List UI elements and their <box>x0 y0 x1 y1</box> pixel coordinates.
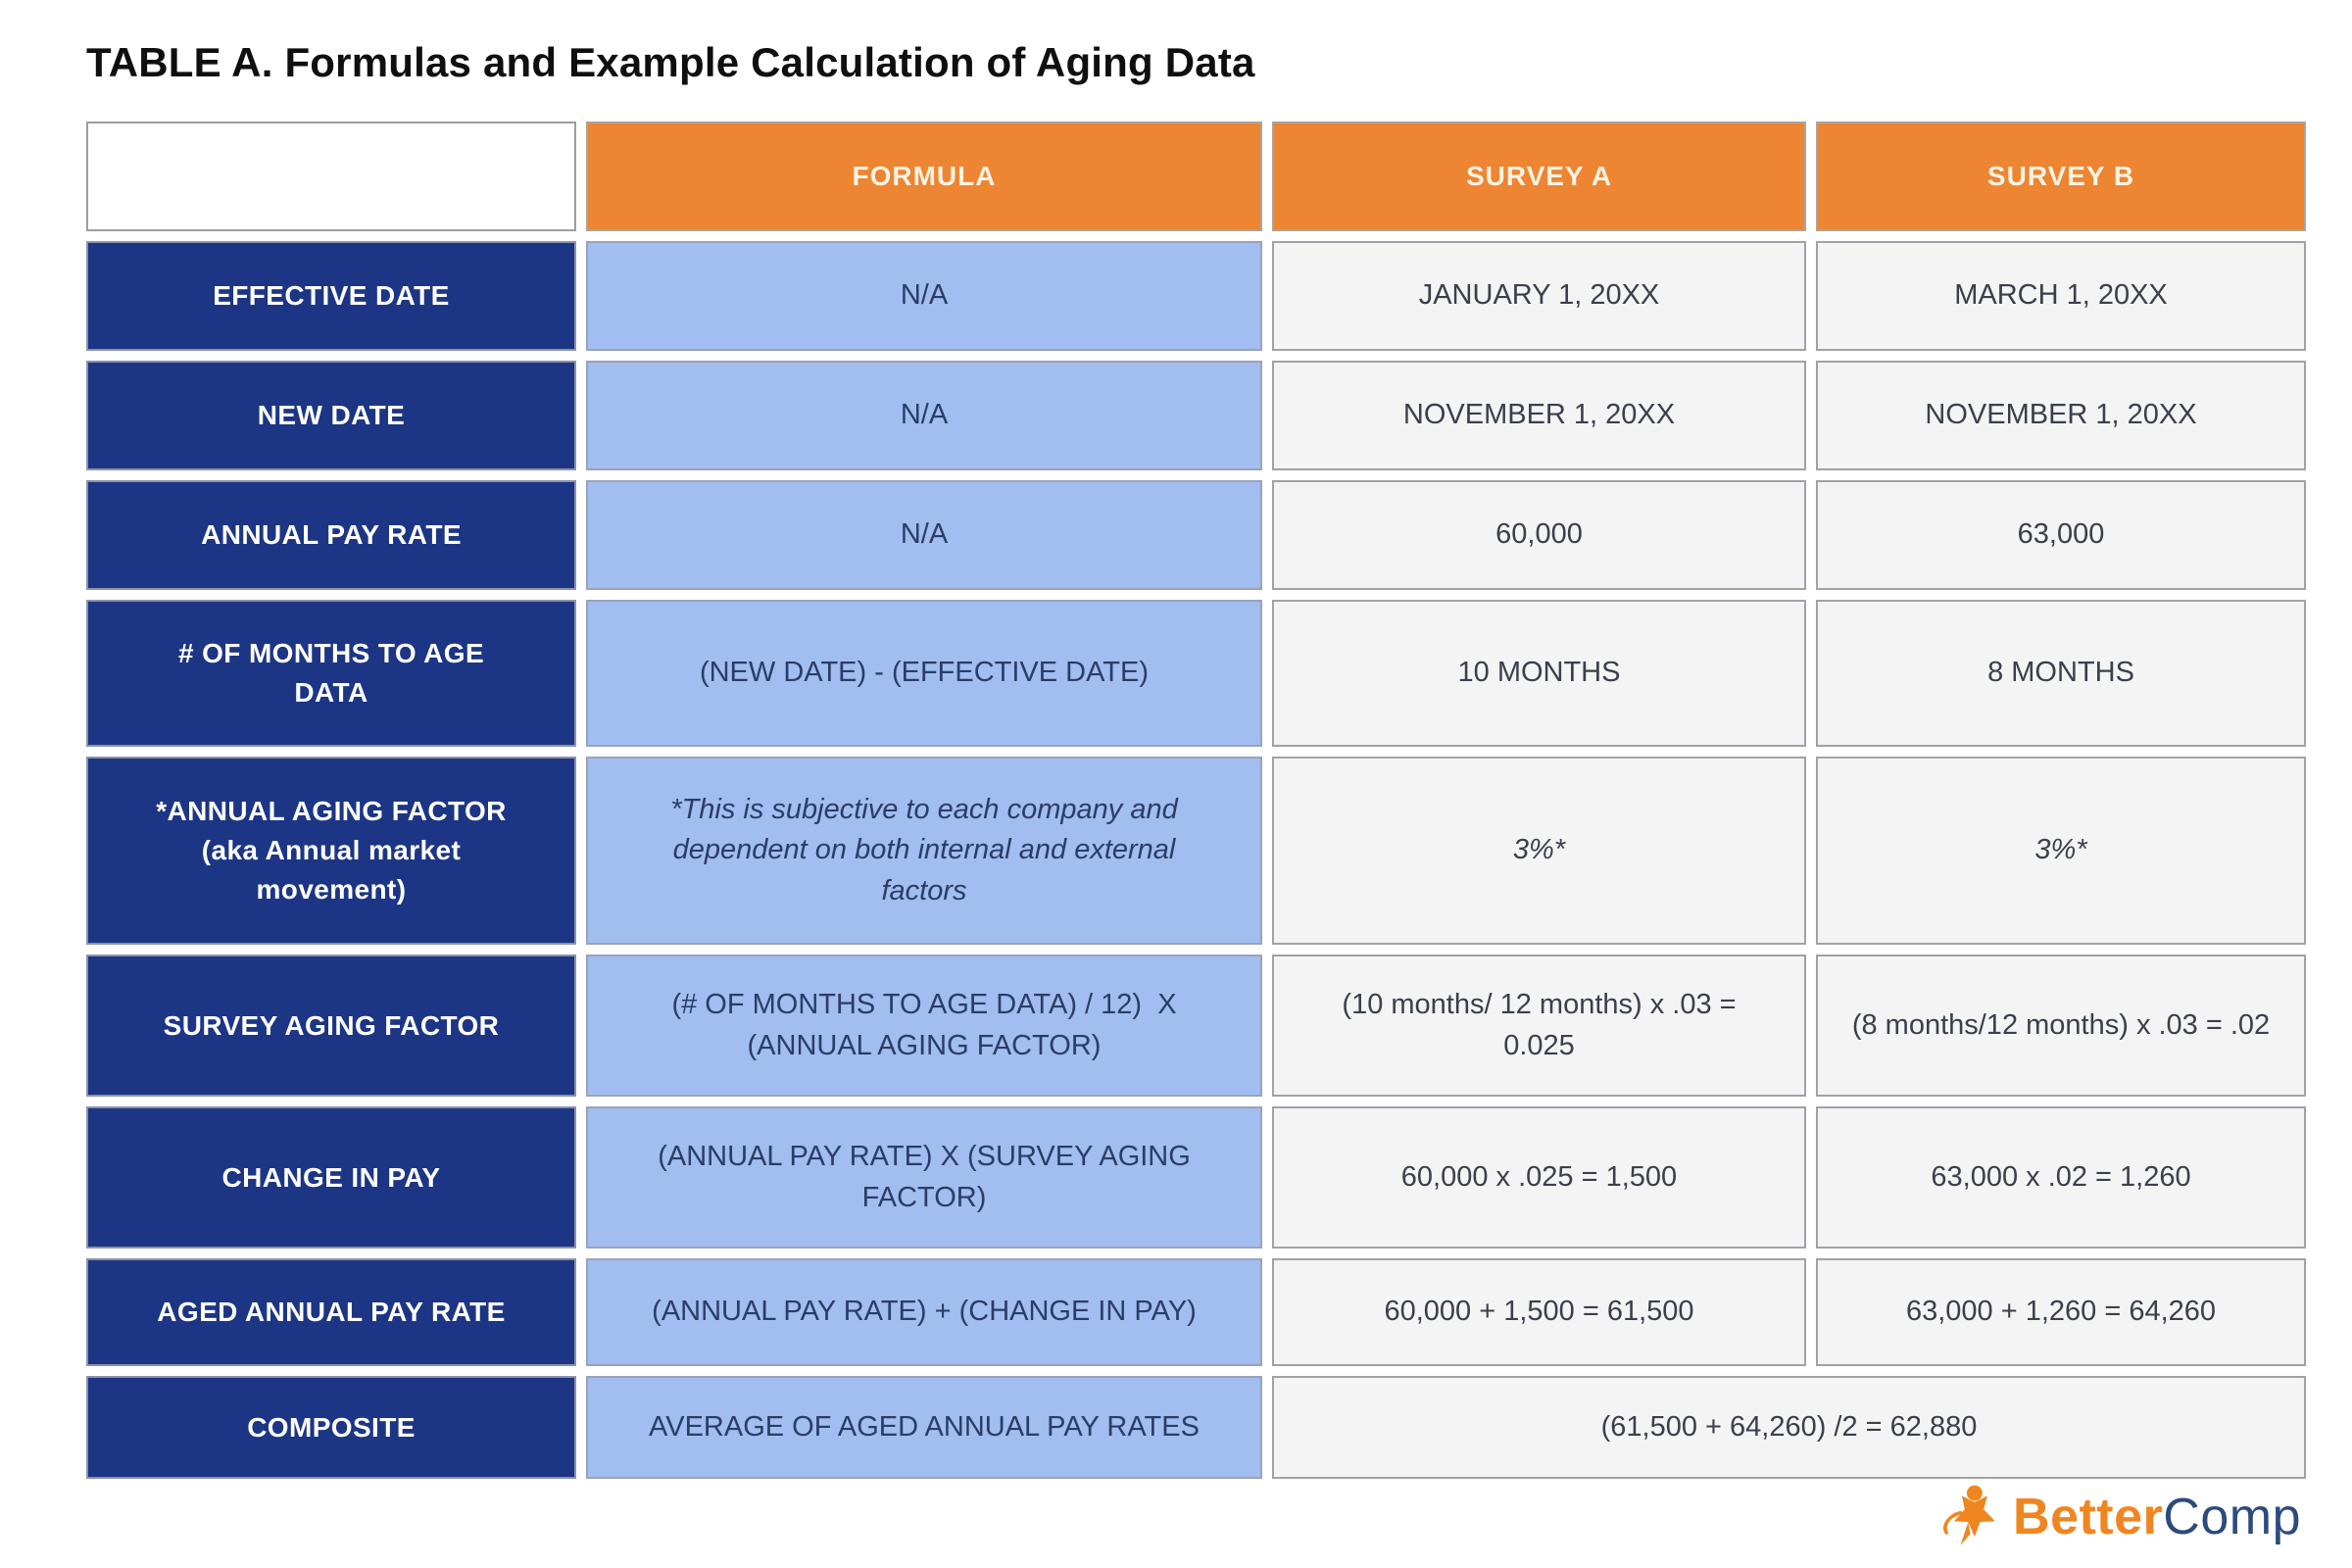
survey-b-cell: 8 MONTHS <box>1816 600 2306 747</box>
formula-cell: (ANNUAL PAY RATE) + (CHANGE IN PAY) <box>586 1258 1262 1366</box>
table-row-aged-annual-pay-rate <box>86 1258 2306 1366</box>
bettercomp-wordmark <box>2013 1488 2301 1546</box>
table-row-months-to-age-data <box>86 600 2306 747</box>
table-corner-cell <box>86 122 576 231</box>
survey-a-cell: JANUARY 1, 20XX <box>1272 241 1806 351</box>
row-header-annual-aging-factor: *ANNUAL AGING FACTOR (aka Annual market movement) <box>86 757 576 945</box>
survey-b-cell: 3%* <box>1816 757 2306 945</box>
logo-comp-text: Comp <box>2163 1489 2301 1545</box>
table-row-annual-pay-rate <box>86 480 2306 590</box>
survey-b-cell: 63,000 x .02 = 1,260 <box>1816 1106 2306 1249</box>
table-row-effective-date <box>86 241 2306 351</box>
formula-cell: AVERAGE OF AGED ANNUAL PAY RATES <box>586 1376 1262 1479</box>
row-header-aged-annual-pay-rate: AGED ANNUAL PAY RATE <box>86 1258 576 1366</box>
formula-cell: (ANNUAL PAY RATE) X (SURVEY AGING FACTOR) <box>586 1106 1262 1249</box>
page-title: TABLE A. Formulas and Example Calculation of Aging Data <box>86 39 1255 85</box>
formula-cell: (# OF MONTHS TO AGE DATA) / 12) X (ANNUAL AGING FACTOR) <box>586 955 1262 1097</box>
row-header-new-date: NEW DATE <box>86 361 576 470</box>
formula-cell: N/A <box>586 241 1262 351</box>
survey-a-cell: NOVEMBER 1, 20XX <box>1272 361 1806 470</box>
row-header-months-to-age-data: # OF MONTHS TO AGE DATA <box>86 600 576 747</box>
survey-a-cell: 60,000 + 1,500 = 61,500 <box>1272 1258 1806 1366</box>
survey-a-cell: (10 months/ 12 months) x .03 = 0.025 <box>1272 955 1806 1097</box>
column-header-formula: FORMULA <box>586 122 1262 231</box>
row-header-effective-date: EFFECTIVE DATE <box>86 241 576 351</box>
table-row-survey-aging-factor <box>86 955 2306 1097</box>
survey-a-cell: 60,000 x .025 = 1,500 <box>1272 1106 1806 1249</box>
bettercomp-person-icon <box>1936 1482 2007 1552</box>
survey-b-cell: (8 months/12 months) x .03 = .02 <box>1816 955 2306 1097</box>
survey-b-cell: MARCH 1, 20XX <box>1816 241 2306 351</box>
formula-cell: N/A <box>586 361 1262 470</box>
table-row-change-in-pay <box>86 1106 2306 1249</box>
table-row-composite <box>86 1376 2306 1479</box>
column-header-survey-b: SURVEY B <box>1816 122 2306 231</box>
survey-b-cell: 63,000 <box>1816 480 2306 590</box>
composite-value-cell: (61,500 + 64,260) /2 = 62,880 <box>1272 1376 2306 1479</box>
formula-cell: (NEW DATE) - (EFFECTIVE DATE) <box>586 600 1262 747</box>
column-header-survey-a: SURVEY A <box>1272 122 1806 231</box>
survey-a-cell: 3%* <box>1272 757 1806 945</box>
formula-cell: N/A <box>586 480 1262 590</box>
bettercomp-logo <box>1936 1482 2301 1552</box>
row-header-composite: COMPOSITE <box>86 1376 576 1479</box>
logo-better-text: Better <box>2013 1489 2164 1545</box>
table-row-new-date <box>86 361 2306 470</box>
survey-b-cell: 63,000 + 1,260 = 64,260 <box>1816 1258 2306 1366</box>
row-header-annual-pay-rate: ANNUAL PAY RATE <box>86 480 576 590</box>
row-header-survey-aging-factor: SURVEY AGING FACTOR <box>86 955 576 1097</box>
survey-a-cell: 10 MONTHS <box>1272 600 1806 747</box>
formula-cell: *This is subjective to each company and dependent on both internal and external factors <box>586 757 1262 945</box>
survey-b-cell: NOVEMBER 1, 20XX <box>1816 361 2306 470</box>
survey-a-cell: 60,000 <box>1272 480 1806 590</box>
aging-data-table <box>86 122 2306 1489</box>
header-row <box>86 122 2306 231</box>
table-row-annual-aging-factor <box>86 757 2306 945</box>
row-header-change-in-pay: CHANGE IN PAY <box>86 1106 576 1249</box>
